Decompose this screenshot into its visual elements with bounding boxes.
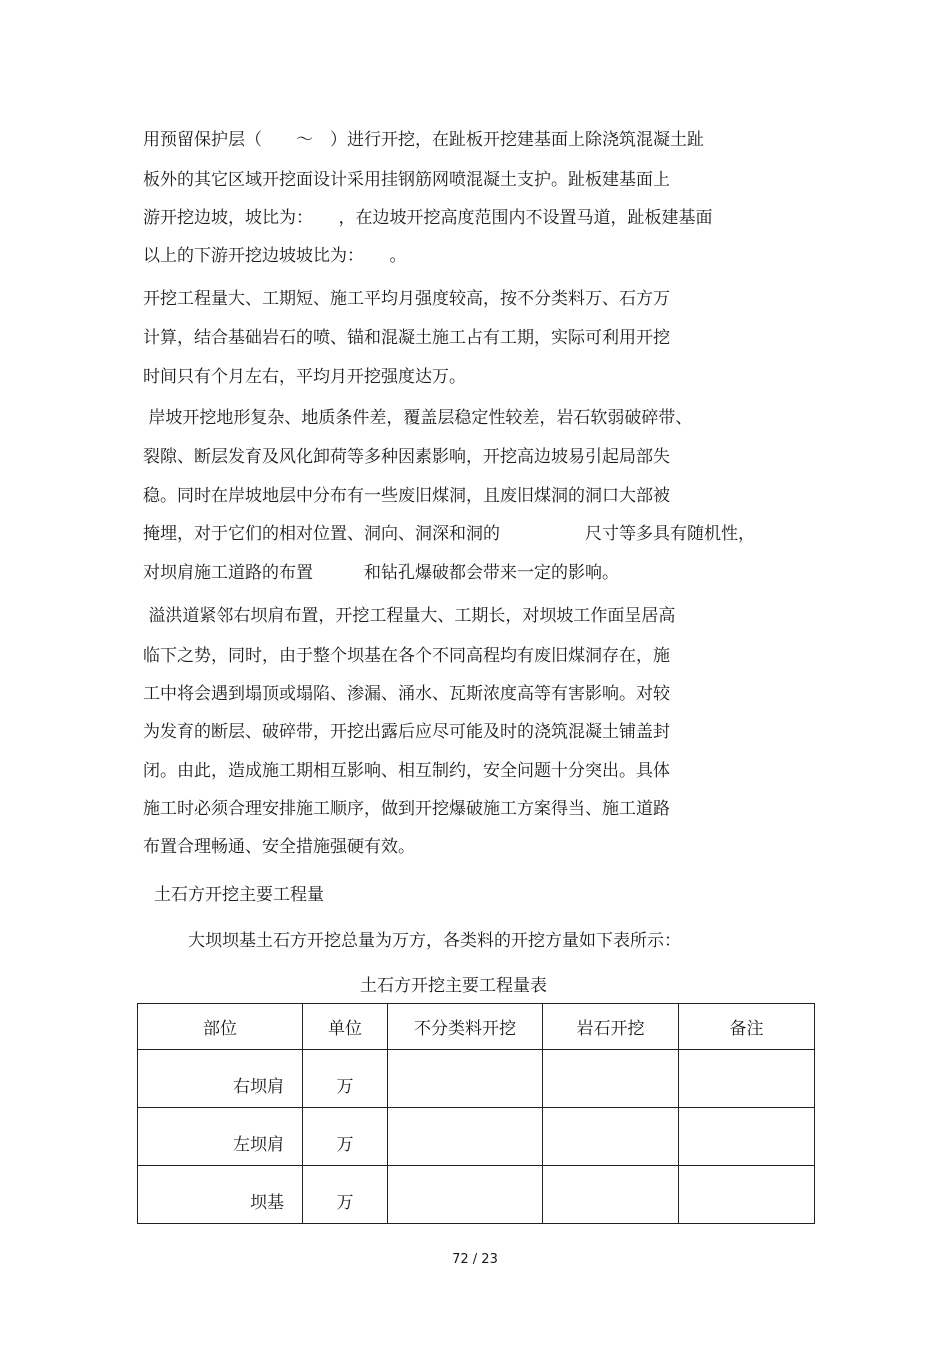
text-line: 计算，结合基础岩石的喷、锚和混凝土施工占有工期，实际可利用开挖 [143,328,670,348]
header-cell: 单位 [303,1004,388,1050]
part-cell: 左坝肩 [138,1108,303,1166]
empty-cell [543,1108,679,1166]
empty-cell [543,1166,679,1224]
part-cell: 坝基 [138,1166,303,1224]
table-row [138,1108,815,1166]
unit-cell: 万 [303,1166,388,1224]
text-line: 溢洪道紧邻右坝肩布置，开挖工程量大、工期长，对坝坡工作面呈居高 [143,606,676,626]
text-line: 时间只有个月左右，平均月开挖强度达万。 [143,367,466,387]
empty-cell [388,1050,543,1108]
text-line: 临下之势，同时，由于整个坝基在各个不同高程均有废旧煤洞存在，施 [143,646,670,666]
text-line: 游开挖边坡，坡比为： ，在边坡开挖高度范围内不设置马道，趾板建基面 [143,208,713,228]
unit-cell: 万 [303,1050,388,1108]
unit-cell: 万 [303,1108,388,1166]
table-row [138,1166,815,1224]
table-header-row [138,1004,815,1050]
text-line: 闭。由此，造成施工期相互影响、相互制约，安全问题十分突出。具体 [143,761,670,781]
text-line: 稳。同时在岸坡地层中分布有一些废旧煤洞，且废旧煤洞的洞口大部被 [143,486,670,506]
empty-cell [679,1050,815,1108]
text-line: 用预留保护层（ ～ ）进行开挖，在趾板开挖建基面上除浇筑混凝土趾 [143,130,704,150]
page-number: 72 / 23 [452,1252,498,1267]
quantity-table [137,1003,815,1224]
header-cell: 部位 [138,1004,303,1050]
text-line: 以上的下游开挖边坡坡比为： 。 [143,246,407,266]
table-caption: 土石方开挖主要工程量表 [360,976,547,996]
text-line: 布置合理畅通、安全措施强硬有效。 [143,837,415,857]
text-line: 对坝肩施工道路的布置 和钻孔爆破都会带来一定的影响。 [143,563,619,583]
header-cell: 备注 [679,1004,815,1050]
header-cell: 岩石开挖 [543,1004,679,1050]
part-cell: 右坝肩 [138,1050,303,1108]
text-line: 掩埋，对于它们的相对位置、洞向、洞深和洞的 尺寸等多具有随机性， [143,524,755,544]
table-row [138,1050,815,1108]
text-line: 开挖工程量大、工期短、施工平均月强度较高，按不分类料万、石方万 [143,289,670,309]
empty-cell [679,1108,815,1166]
text-line: 裂隙、断层发育及风化卸荷等多种因素影响，开挖高边坡易引起局部失 [143,447,670,467]
text-line: 板外的其它区域开挖面设计采用挂钢筋网喷混凝土支护。趾板建基面上 [143,170,670,190]
empty-cell [679,1166,815,1224]
intro-text: 大坝坝基土石方开挖总量为万方，各类料的开挖方量如下表所示： [188,931,681,951]
empty-cell [388,1166,543,1224]
text-line: 工中将会遇到塌顶或塌陷、渗漏、涌水、瓦斯浓度高等有害影响。对较 [143,684,670,704]
empty-cell [543,1050,679,1108]
header-cell: 不分类料开挖 [388,1004,543,1050]
text-line: 为发育的断层、破碎带，开挖出露后应尽可能及时的浇筑混凝土铺盖封 [143,722,670,742]
empty-cell [388,1108,543,1166]
text-line: 岸坡开挖地形复杂、地质条件差，覆盖层稳定性较差，岩石软弱破碎带、 [143,408,693,428]
section-heading: 土石方开挖主要工程量 [154,885,324,905]
text-line: 施工时必须合理安排施工顺序，做到开挖爆破施工方案得当、施工道路 [143,799,670,819]
